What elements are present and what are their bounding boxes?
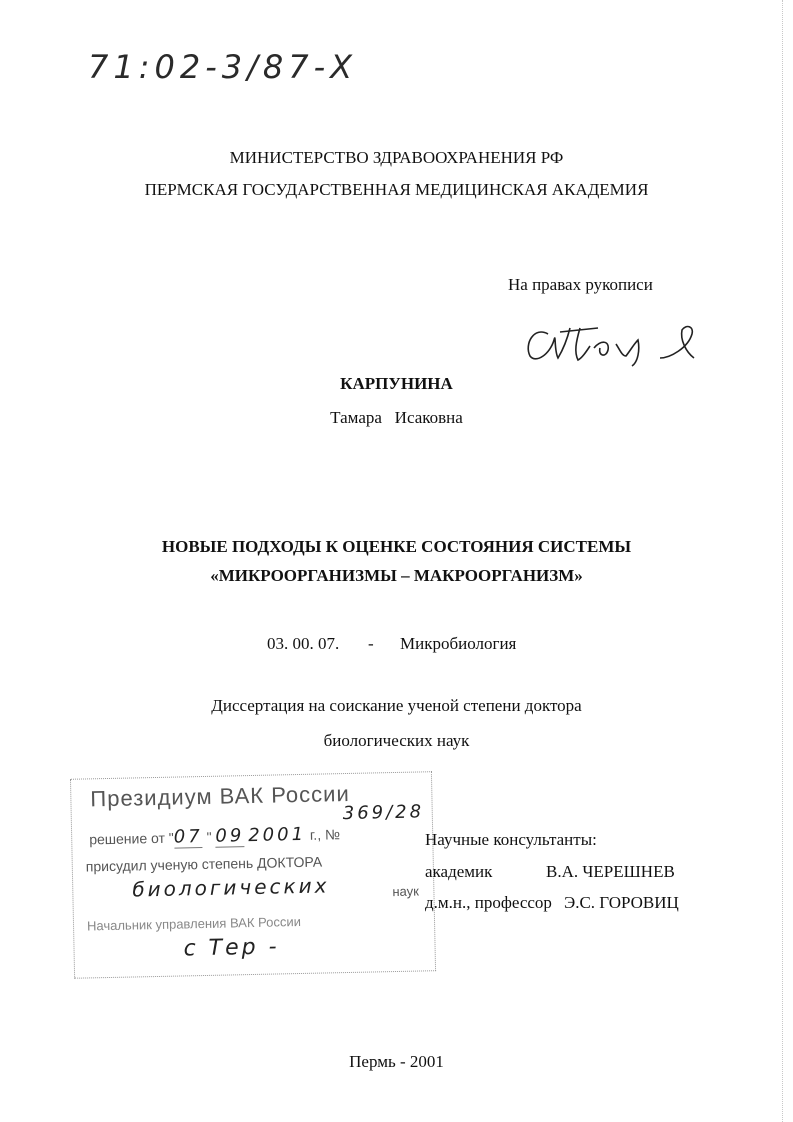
manuscript-note: На правах рукописи bbox=[508, 275, 653, 294]
stamp-decision-month: 09 bbox=[215, 825, 245, 847]
scan-edge bbox=[781, 0, 783, 1122]
degree-line1: Диссертация на соискание ученой степени доктора bbox=[211, 696, 582, 715]
stamp-decision-day: 07 bbox=[173, 826, 203, 848]
author-surname: КАРПУНИНА bbox=[340, 374, 453, 393]
stamp-field-suffix: наук bbox=[392, 883, 420, 900]
stamp-office: Начальник управления ВАК России bbox=[86, 913, 302, 934]
dissertation-title-line2: «МИКРООРГАНИЗМЫ – МАКРООРГАНИЗМ» bbox=[210, 566, 583, 585]
consultant-2-role: д.м.н., профессор bbox=[425, 893, 552, 912]
ministry-name: МИНИСТЕРСТВО ЗДРАВООХРАНЕНИЯ РФ bbox=[229, 148, 564, 167]
stamp-decision-line: решение от "07 " 09 2001 г., № bbox=[89, 823, 341, 848]
academy-name: ПЕРМСКАЯ ГОСУДАРСТВЕННАЯ МЕДИЦИНСКАЯ АКАДЕМИЯ bbox=[144, 180, 649, 199]
consultant-1-role: академик bbox=[425, 862, 493, 881]
stamp-degree-text: присудил ученую степень ДОКТОРА bbox=[85, 853, 323, 875]
specialty-dash: - bbox=[368, 634, 374, 653]
stamp-decision-prefix: решение от " bbox=[89, 829, 174, 848]
consultants-heading: Научные консультанты: bbox=[425, 830, 597, 849]
degree-line2: биологических наук bbox=[323, 731, 470, 750]
stamp-signature: с Тер - bbox=[183, 934, 280, 962]
stamp-decision-year: 2001 bbox=[248, 823, 307, 847]
consultant-2-name: Э.С. ГОРОВИЦ bbox=[564, 893, 679, 912]
stamp-title: Президиум ВАК России bbox=[90, 780, 350, 812]
author-given-names: Тамара Исаковна bbox=[330, 408, 463, 427]
stamp-field-handwritten: биологических bbox=[132, 873, 330, 902]
specialty-code: 03. 00. 07. bbox=[267, 634, 340, 653]
dissertation-title-line1: НОВЫЕ ПОДХОДЫ К ОЦЕНКЕ СОСТОЯНИЯ СИСТЕМЫ bbox=[161, 537, 632, 556]
place-year: Пермь - 2001 bbox=[349, 1052, 444, 1071]
stamp-decision-number: 369/28 bbox=[342, 801, 425, 825]
archive-code: 71:02-3/87-Х bbox=[88, 48, 358, 86]
consultant-1-name: В.А. ЧЕРЕШНЕВ bbox=[546, 862, 675, 881]
stamp-decision-number-label: г., № bbox=[309, 826, 341, 843]
vak-stamp bbox=[70, 771, 434, 976]
author-signature bbox=[520, 318, 710, 368]
specialty-name: Микробиология bbox=[400, 634, 517, 653]
